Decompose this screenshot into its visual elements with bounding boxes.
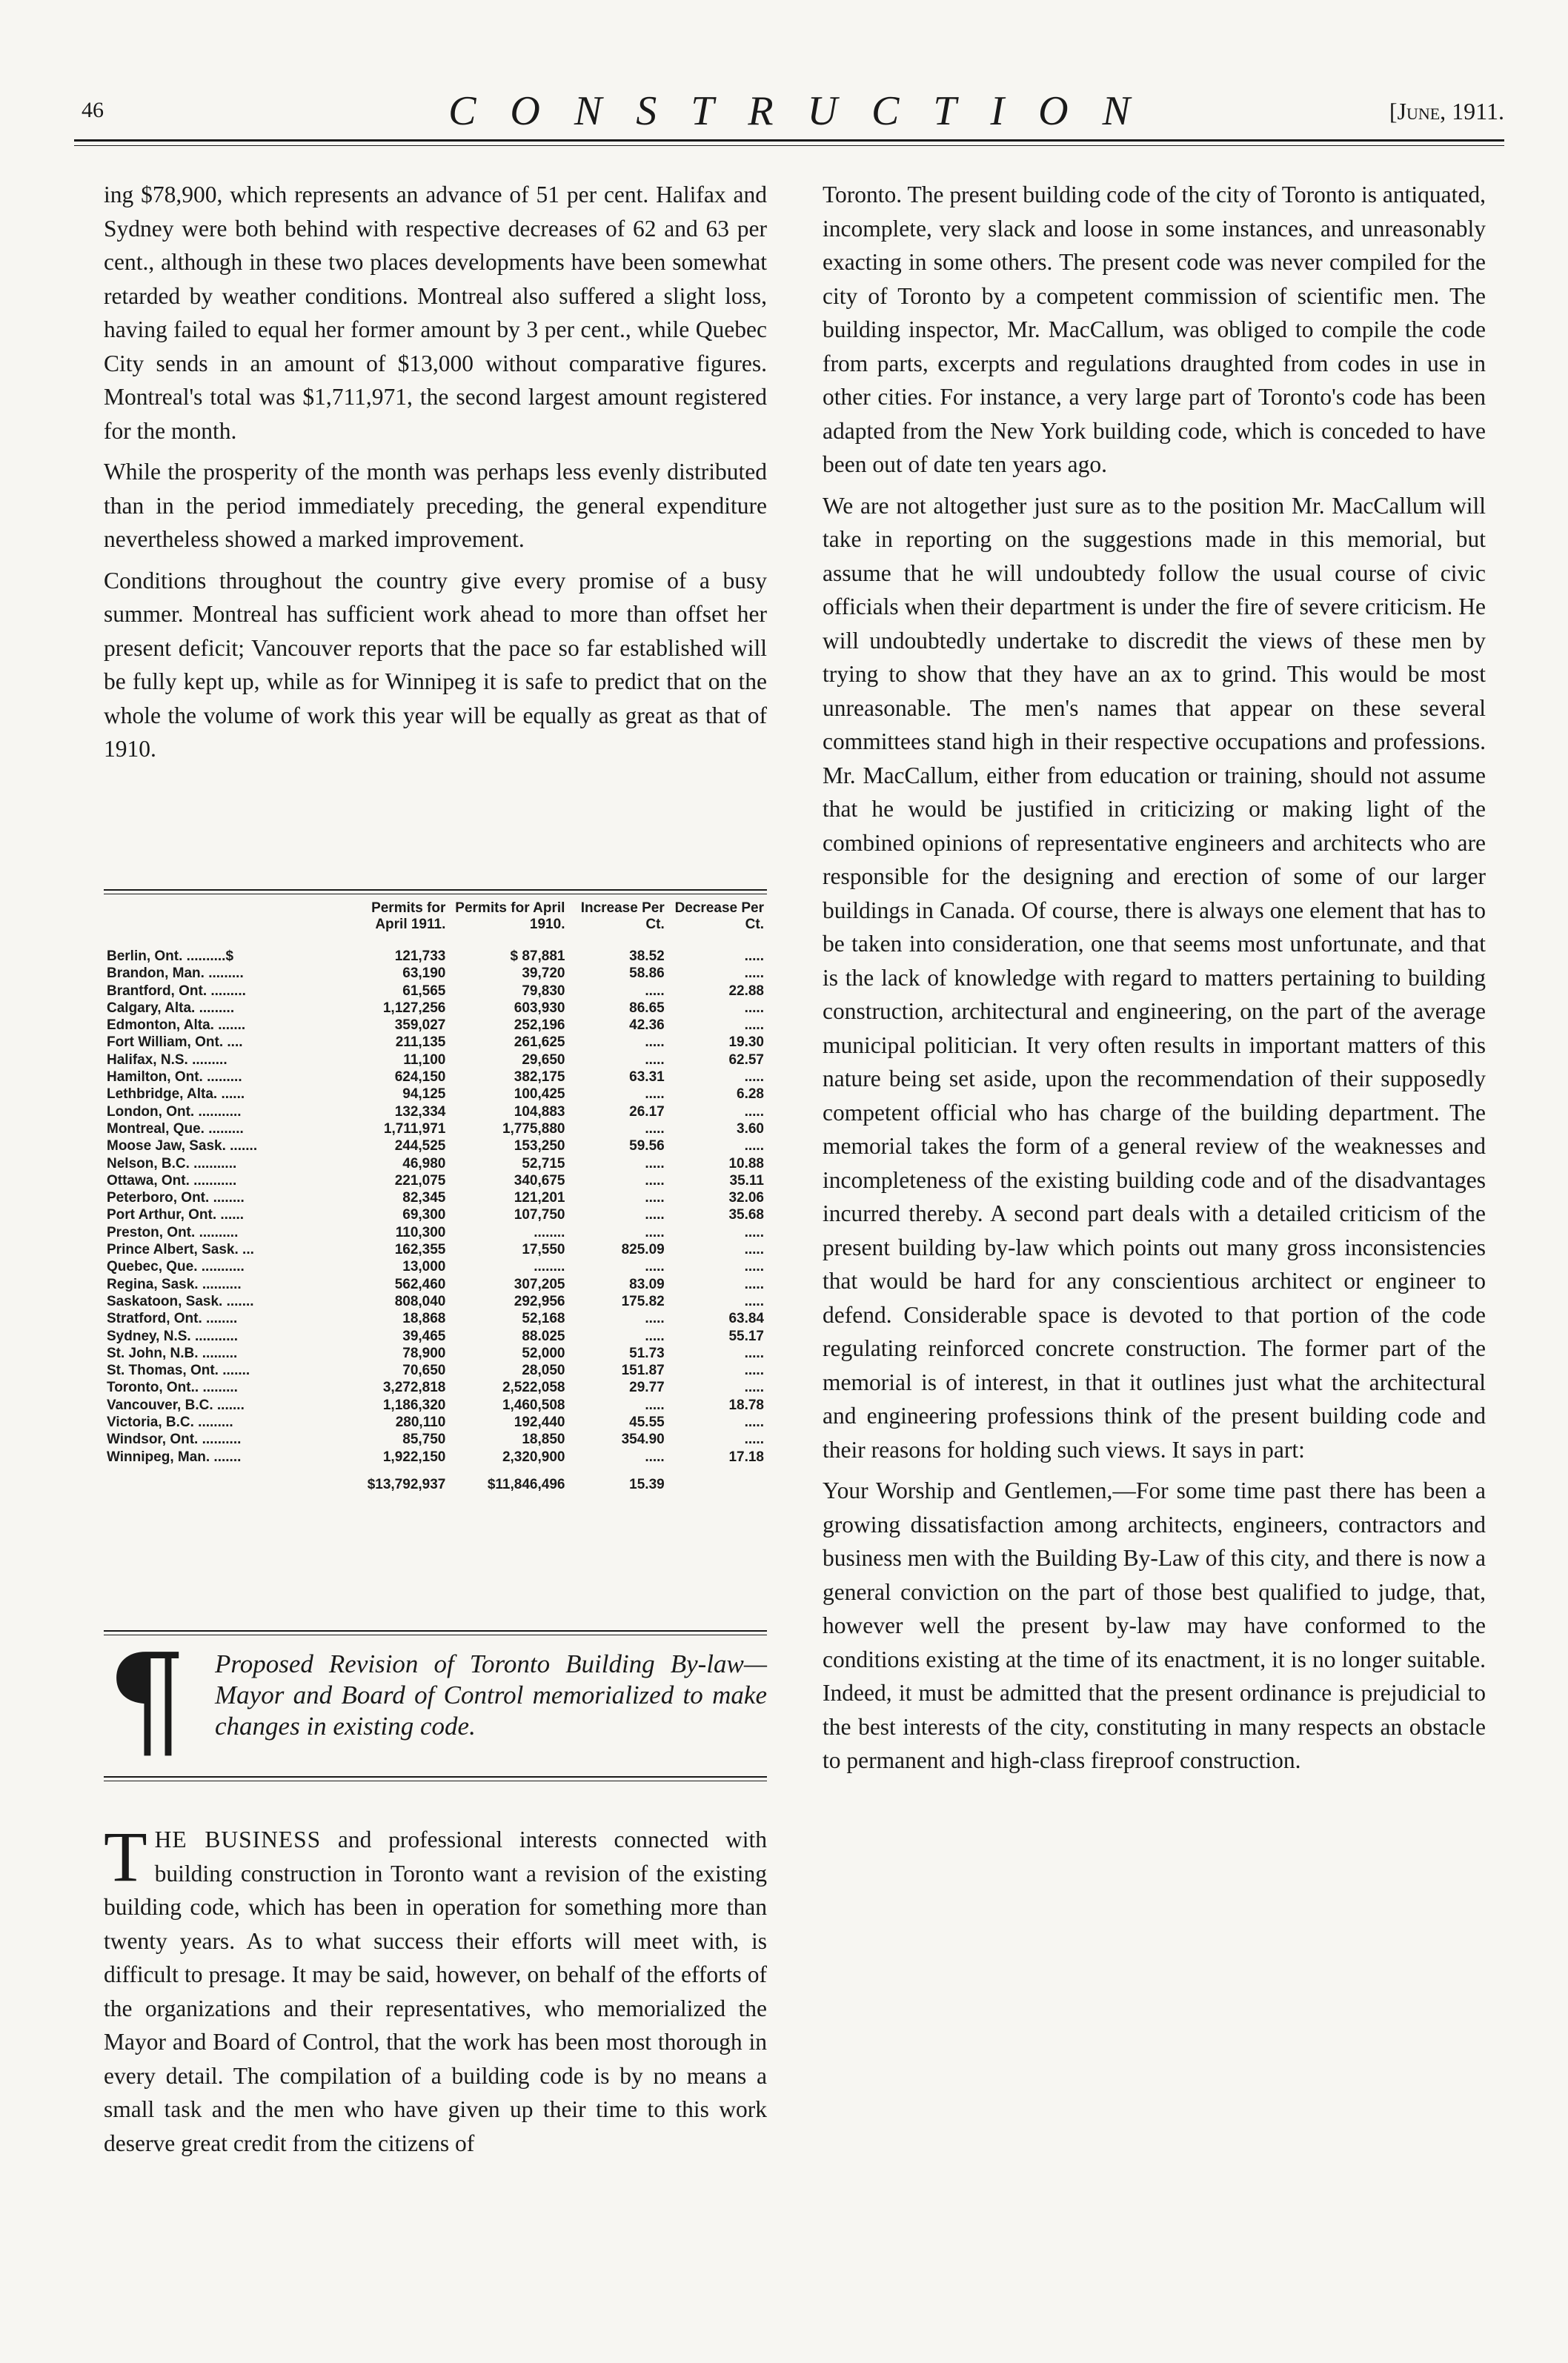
cell-increase: 45.55 [629,1415,665,1431]
cell-city: Calgary, Alta. ......... [107,1000,235,1016]
table-row [104,948,767,965]
cell-decrease: ..... [744,1259,764,1275]
cell-decrease: 6.28 [737,1086,764,1103]
cell-permits-1911: 11,100 [403,1051,446,1068]
cell-decrease: ..... [744,1363,764,1379]
cell-permits-1910: 39,720 [522,966,565,982]
cell-increase: 51.73 [629,1345,665,1361]
table-row [104,1397,767,1414]
cell-increase: ..... [645,1086,665,1103]
cell-permits-1911: 61,565 [402,983,446,999]
cell-permits-1911: 244,525 [394,1138,446,1154]
right-paragraph-3: Your Worship and Gentlemen,—For some time past there has been a growing dissatisfaction among architects, engineers, contractors and business men with the Building By-Law of this city, and there is now a general conviction on the part of those best qualified to judge, that, however well the present by-law may have conformed to the conditions existing at the time of its enactment, it is no longer suitable. Indeed, it must be admitted that the present ordinance is prejudicial to the best interests of the city, constituting in many respects an obstacle to permanent and high-class fireproof construction. [823,1478,1486,1773]
total-permits-1911: $13,792,937 [367,1476,446,1492]
cell-permits-1911: 110,300 [395,1224,446,1240]
cell-permits-1911: 359,027 [394,1017,446,1034]
table-row [104,1000,767,1017]
cell-permits-1910: 382,175 [514,1069,565,1086]
cell-decrease: 19.30 [728,1034,764,1051]
cell-permits-1911: 1,711,971 [383,1120,446,1137]
cell-permits-1910: $ 87,881 [510,948,565,964]
table-row [104,1241,767,1258]
cell-decrease: 55.17 [728,1328,764,1344]
cell-permits-1911: 3,272,818 [382,1380,446,1396]
cell-decrease: 10.88 [728,1155,764,1171]
permits-table-section [104,889,767,1493]
cell-increase: 29.77 [629,1380,665,1396]
table-row [104,983,767,1000]
cell-decrease: 32.06 [728,1190,764,1206]
cell-increase: ..... [645,1051,665,1068]
cell-decrease: ..... [744,1069,764,1086]
cell-permits-1911: 624,150 [394,1069,446,1086]
cell-permits-1910: 2,522,058 [502,1380,565,1396]
cell-permits-1911: 162,355 [394,1242,446,1258]
total-city [104,1466,342,1493]
cell-city: Winnipeg, Man. ....... [107,1449,242,1465]
cell-permits-1910: 104,883 [514,1103,565,1120]
column-header-april-1910: Permits for April 1910. [455,900,565,932]
right-paragraph-2: We are not altogether just sure as to the position Mr. MacCallum will take in reporting on the suggestions made in this memorial, but assume that he will undoubtedy follow the usual course of civic officials when their department is under the fire of severe criticism. He will undoubtedly undertake to discredit the views of these men by trying to show that they have an ax to grind. This would be most unreasonable. The men's names that appear on these several committees stand high in their respective occupations and professions. Mr. MacCallum, either from education or training, should not assume that he would be justified in criticizing or making light of the combined opinions of representative engineers and architects who are responsible for the designing and erection of some of our larger buildings in Canada. Of course, there is always one element that has to be taken into consideration, one that seems most unfortunate, and that is the lack of knowledge with regard to matters pertaining to building construction, architectural and engineering, on the part of the average municipal politician. It very often results in important matters of this nature being set aside, upon the recommendation of their supposedly competent official who has charge of the building department. The memorial takes the form of a general review of the weaknesses and incompleteness of the existing building code and of the disadvantages incurred thereby. A second part deals with a detailed criticism of the present building by-law which points out many gross inconsistencies that would be hard for any conscientious architect or engineer to defend. Considerable space is devoted to that portion of the code regulating reinforced concrete construction. The former part of the memorial is of interest, in that it outlines just what the architectural and engineering professions think of the present building code and their reasons for holding such views. It says in part: [823,492,1486,1463]
drop-cap: T [104,1817,147,1896]
cell-increase: ..... [645,1311,665,1327]
cell-permits-1911: 70,650 [402,1363,446,1379]
cell-permits-1910: 1,775,880 [502,1120,565,1137]
table-row [104,965,767,982]
cell-permits-1911: 18,868 [402,1311,446,1327]
column-header-city [104,894,342,948]
lead-in: HE BUSINESS [154,1827,322,1852]
cell-city: Fort William, Ont. .... [107,1034,243,1051]
table-row [104,1224,767,1241]
cell-increase: 42.36 [629,1017,665,1034]
cell-permits-1911: 78,900 [402,1345,446,1361]
feature-headline: Proposed Revision of Toronto Building By-law—Mayor and Board of Control memorialized to make changes in existing code. [215,1649,767,1741]
feature-bottom-rule [104,1776,767,1781]
cell-decrease: ..... [744,1293,764,1309]
cell-increase: 38.52 [629,948,665,964]
cell-permits-1911: 280,110 [395,1415,446,1431]
cell-permits-1911: 69,300 [402,1207,446,1223]
cell-increase: 58.86 [629,966,665,982]
table-row [104,1189,767,1206]
cell-increase: ..... [645,1449,665,1465]
cell-decrease: ..... [744,1242,764,1258]
table-row [104,1362,767,1379]
cell-permits-1910: ........ [534,1224,565,1240]
cell-increase: 86.65 [629,1000,665,1016]
cell-decrease: ..... [744,1000,764,1016]
cell-increase: ..... [645,1224,665,1240]
intro-text: and professional interests connected with building construction in Toronto want a revision of the existing building code, which has been in operation for something more than twenty years. As to what success their efforts will meet with, is difficult to presage. It may be said, however, on behalf of the efforts of the organizations and their representatives, who memorialized the Mayor and Board of Control, that the work has been most thorough in every detail. The compilation of a building code is by no means a small task and the men who have given up their time to this work deserve great credit from the citizens of [104,1827,767,2156]
column-header-increase: Increase Per Ct. [580,900,665,932]
cell-permits-1911: 1,922,150 [382,1449,446,1465]
table-row [104,1051,767,1068]
cell-permits-1910: 107,750 [514,1207,565,1223]
cell-decrease: ..... [744,1138,764,1154]
cell-permits-1910: 292,956 [514,1293,565,1309]
cell-decrease: 63.84 [728,1311,764,1327]
cell-increase: ..... [645,1207,665,1223]
cell-permits-1910: 121,201 [514,1190,565,1206]
table-row [104,1137,767,1154]
cell-city: Windsor, Ont. .......... [107,1432,242,1448]
cell-increase: 825.09 [621,1242,665,1258]
page-number: 46 [82,98,104,122]
cell-permits-1910: 17,550 [522,1242,565,1258]
table-row [104,1120,767,1137]
cell-decrease: 18.78 [728,1397,764,1413]
table-row [104,1155,767,1172]
cell-increase: ..... [645,1172,665,1189]
table-row [104,1068,767,1086]
cell-city: Brandon, Man. ......... [107,966,244,982]
cell-city: St. John, N.B. ......... [107,1345,238,1361]
cell-permits-1911: 221,075 [394,1172,446,1189]
cell-city: Halifax, N.S. ......... [107,1051,227,1068]
table-row [104,1258,767,1275]
cell-permits-1911: 85,750 [402,1432,446,1448]
cell-city: Quebec, Que. ........... [107,1259,245,1275]
cell-increase: ..... [645,1190,665,1206]
cell-permits-1911: 39,465 [402,1328,446,1344]
cell-decrease: 3.60 [737,1120,764,1137]
cell-increase: ..... [645,1120,665,1137]
table-row [104,1172,767,1189]
cell-permits-1910: 192,440 [514,1415,565,1431]
table-row [104,1379,767,1396]
cell-city: Preston, Ont. .......... [107,1224,239,1240]
column-header-april-1911: Permits for April 1911. [371,900,446,932]
cell-city: Lethbridge, Alta. ...... [107,1086,245,1103]
table-row [104,1034,767,1051]
cell-permits-1910: 88.025 [522,1328,565,1344]
cell-increase: 83.09 [629,1276,665,1292]
cell-permits-1910: 100,425 [514,1086,565,1103]
cell-permits-1910: 153,250 [514,1138,565,1154]
cell-permits-1910: 52,168 [522,1311,565,1327]
left-paragraph-1: ing $78,900, which represents an advance of 51 per cent. Halifax and Sydney were both behind with respective decreases of 62 and 63 per cent., although in these two places developments have been somewhat retarded by weather conditions. Montreal also suffered a slight loss, having failed to equal her former amount by 3 per cent., while Quebec City sends in an amount of $13,000 without comparative figures. Montreal's total was $1,711,971, the second largest amount registered for the month. [104,182,767,444]
cell-decrease: 35.68 [728,1207,764,1223]
left-paragraph-3: Conditions throughout the country give every promise of a busy summer. Montreal has sufficient work ahead to more than offset her present deficit; Vancouver reports that the pace so far established will be fully kept up, while as for Winnipeg it is safe to predict that on the whole the volume of work this year will be equally as great as that of 1910. [104,567,767,762]
cell-permits-1911: 94,125 [402,1086,446,1103]
cell-city: Vancouver, B.C. ....... [107,1397,245,1413]
cell-permits-1911: 46,980 [402,1155,446,1171]
cell-city: Regina, Sask. .......... [107,1276,242,1292]
cell-decrease: ..... [744,1276,764,1292]
table-row [104,1086,767,1103]
cell-permits-1910: 2,320,900 [502,1449,565,1465]
cell-decrease: ..... [744,1380,764,1396]
table-row [104,1310,767,1327]
total-increase: 15.39 [629,1476,665,1492]
cell-permits-1910: 340,675 [514,1172,565,1189]
cell-permits-1911: 121,733 [394,948,446,964]
cell-city: Edmonton, Alta. ....... [107,1017,246,1034]
cell-permits-1910: 29,650 [522,1051,565,1068]
table-header-row [104,894,767,948]
cell-decrease: 35.11 [729,1172,764,1189]
table-row [104,1276,767,1293]
cell-increase: ..... [645,1397,665,1413]
cell-decrease: ..... [744,948,764,964]
cell-decrease: ..... [744,966,764,982]
pilcrow-ornament: ¶ [107,1627,187,1774]
table-row [104,1414,767,1431]
cell-decrease: ..... [744,1432,764,1448]
cell-city: London, Ont. ........... [107,1103,242,1120]
cell-permits-1911: 132,334 [394,1103,446,1120]
table-top-rule [104,889,767,894]
cell-permits-1911: 13,000 [402,1259,446,1275]
totals-row [104,1466,767,1493]
cell-city: Sydney, N.S. ........... [107,1328,239,1344]
cell-increase: 59.56 [629,1138,665,1154]
cell-city: Brantford, Ont. ......... [107,983,246,999]
cell-decrease: ..... [744,1415,764,1431]
cell-increase: ..... [645,1328,665,1344]
table-row [104,1103,767,1120]
cell-city: Toronto, Ont.. ......... [107,1380,238,1396]
cell-permits-1910: 252,196 [514,1017,565,1034]
magazine-title: CONSTRUCTION [448,88,1164,134]
cell-permits-1911: 1,186,320 [382,1397,446,1413]
cell-decrease: 22.88 [728,983,764,999]
cell-city: Nelson, B.C. ........... [107,1155,237,1171]
cell-permits-1910: 1,460,508 [502,1397,565,1413]
total-decrease [668,1466,767,1493]
cell-decrease: ..... [744,1017,764,1034]
cell-city: Montreal, Que. ......... [107,1120,244,1137]
left-column [104,178,767,774]
cell-permits-1911: 211,135 [395,1034,446,1051]
table-row [104,1293,767,1310]
cell-city: Stratford, Ont. ........ [107,1311,238,1327]
total-permits-1910: $11,846,496 [487,1476,565,1492]
cell-permits-1910: ........ [534,1259,565,1275]
cell-increase: 151.87 [621,1363,665,1379]
cell-permits-1911: 63,190 [402,966,446,982]
cell-city: Prince Albert, Sask. ... [107,1242,254,1258]
cell-city: Port Arthur, Ont. ...... [107,1207,245,1223]
issue-date: [June, 1911. [1389,98,1504,124]
header-rule-thin [74,145,1504,146]
cell-increase: ..... [645,1034,665,1051]
cell-increase: 63.31 [629,1069,665,1086]
cell-increase: 175.82 [621,1293,665,1309]
cell-permits-1910: 307,205 [514,1276,565,1292]
cell-permits-1910: 79,830 [522,983,565,999]
header-rule [74,139,1504,142]
cell-permits-1910: 18,850 [522,1432,565,1448]
cell-permits-1910: 52,715 [522,1155,565,1171]
column-header-decrease: Decrease Per Ct. [674,900,764,932]
cell-permits-1910: 52,000 [522,1345,565,1361]
cell-city: Victoria, B.C. ......... [107,1415,233,1431]
cell-city: Peterboro, Ont. ........ [107,1190,245,1206]
left-paragraph-2: While the prosperity of the month was perhaps less evenly distributed than in the period immediately preceding, the general expenditure nevertheless showed a marked improvement. [104,459,767,552]
cell-decrease: ..... [744,1103,764,1120]
table-row [104,1431,767,1448]
cell-decrease: 62.57 [728,1051,764,1068]
cell-increase: ..... [645,983,665,999]
cell-permits-1910: 603,930 [514,1000,565,1016]
cell-city: Ottawa, Ont. ........... [107,1172,237,1189]
cell-city: Berlin, Ont. ..........$ [107,948,234,964]
cell-city: Saskatoon, Sask. ....... [107,1293,254,1309]
cell-permits-1910: 28,050 [522,1363,565,1379]
cell-permits-1911: 1,127,256 [382,1000,446,1016]
table-row [104,1206,767,1223]
cell-decrease: ..... [744,1224,764,1240]
table-row [104,1449,767,1466]
feature-top-rule [104,1630,767,1635]
cell-permits-1911: 808,040 [394,1293,446,1309]
table-row [104,1017,767,1034]
cell-city: St. Thomas, Ont. ....... [107,1363,250,1379]
cell-permits-1911: 562,460 [394,1276,446,1292]
cell-decrease: 17.18 [728,1449,764,1465]
cell-permits-1911: 82,345 [402,1190,446,1206]
cell-increase: ..... [645,1259,665,1275]
cell-city: Hamilton, Ont. ......... [107,1069,242,1086]
right-paragraph-1: Toronto. The present building code of the city of Toronto is antiquated, incomplete, very slack and loose in some instances, and unreasonably exacting in some others. The present code was never compiled for the city of Toronto by a competent commission of scientific men. The building inspector, Mr. MacCallum, was obliged to compile the code from parts, excerpts and regulations draughted from codes in use in other cities. For instance, a very large part of Toronto's code has been adapted from the New York building code, which is conceded to have been out of date ten years ago. [823,182,1486,477]
cell-city: Moose Jaw, Sask. ....... [107,1138,258,1154]
running-header [74,87,1504,133]
cell-increase: ..... [645,1155,665,1171]
article-intro [104,1817,767,2160]
feature-box [104,1627,767,1781]
table-row [104,1345,767,1362]
cell-increase: 26.17 [629,1103,665,1120]
cell-increase: 354.90 [621,1432,665,1448]
table-row [104,1328,767,1345]
right-column [823,178,1486,1785]
cell-permits-1910: 261,625 [514,1034,565,1051]
cell-decrease: ..... [744,1345,764,1361]
permits-table [104,894,767,1493]
